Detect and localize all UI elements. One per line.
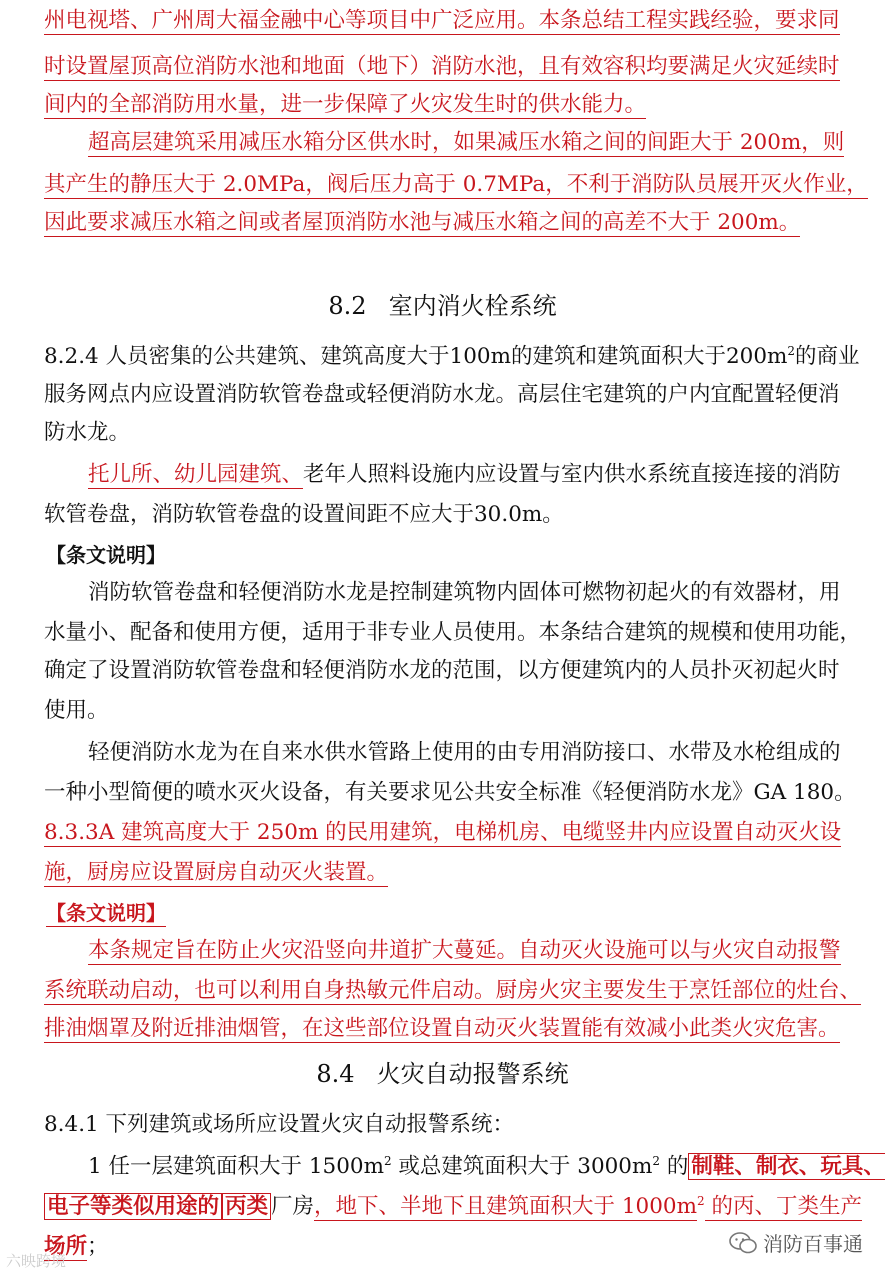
para-line: 超高层建筑采用减压水箱分区供水时，如果减压水箱之间的间距大于 200m，则 bbox=[88, 130, 845, 155]
clause-line: 服务网点内应设置消防软管卷盘或轻便消防水龙。高层住宅建筑的户内宜配置轻便消 bbox=[44, 382, 840, 407]
section-title: 火灾自动报警系统 bbox=[376, 1060, 569, 1088]
explanation-line: 水量小、配备和使用方便，适用于非专业人员使用。本条结合建筑的规模和使用功能， bbox=[44, 620, 862, 645]
watermark-logo bbox=[729, 1228, 863, 1257]
clause-line: 场所； bbox=[44, 1234, 109, 1259]
clause-line: 防水龙。 bbox=[44, 420, 131, 445]
clause-line: 软管卷盘，消防软管卷盘的设置间距不应大于30.0m。 bbox=[44, 502, 564, 527]
watermark-corner bbox=[6, 1250, 66, 1271]
clause-line: 8.4.1 下列建筑或场所应设置火灾自动报警系统： bbox=[44, 1112, 515, 1137]
para-line: 因此要求减压水箱之间或者屋顶消防水池与减压水箱之间的高差不大于 200m。 bbox=[44, 210, 801, 235]
explanation-line: 轻便消防水龙为在自来水供水管路上使用的由专用消防接口、水带及水枪组成的 bbox=[88, 740, 841, 765]
wechat-icon bbox=[729, 1232, 757, 1254]
clause-line: 电子等类似用途的 丙类 厂房，地下、半地下且建筑面积大于 $1000m^2$ 的丙、丁类生产 bbox=[44, 1192, 844, 1222]
explanation-line: 排油烟罩及附近排油烟管，在这些部位设置自动灭火装置能有效减小此类火灾危害。 bbox=[44, 1016, 840, 1041]
explanation-label: 【条文说明】 bbox=[46, 901, 166, 925]
explanation-label: 【条文说明】 bbox=[46, 543, 166, 567]
explanation-line: 本条规定旨在防止火灾沿竖向井道扩大蔓延。自动灭火设施可以与火灾自动报警 bbox=[88, 938, 841, 963]
explanation-line: 系统联动启动，也可以利用自身热敏元件启动。厨房火灾主要发生于烹饪部位的灶台、 bbox=[44, 978, 862, 1003]
explanation-line: 使用。 bbox=[44, 698, 109, 723]
clause-line: 托儿所、幼儿园建筑、老年人照料设施内应设置与室内供水系统直接连接的消防 bbox=[88, 462, 841, 487]
explanation-line: 确定了设置消防软管卷盘和轻便消防水龙的范围，以方便建筑内的人员扑灭初起火时 bbox=[44, 658, 840, 683]
section-number: 8.4 bbox=[316, 1060, 355, 1088]
para-line: 间内的全部消防用水量，进一步保障了火灾发生时的供水能力。 bbox=[44, 92, 647, 117]
section-heading bbox=[0, 290, 885, 322]
clause-line: 施，厨房应设置厨房自动灭火装置。 bbox=[44, 860, 389, 885]
explanation-line: 一种小型简便的喷水灭火设备，有关要求见公共安全标准《轻便消防水龙》GA 180。 bbox=[44, 780, 856, 805]
para-line: 其产生的静压大于 2.0MPa，阀后压力高于 0.7MPa，不利于消防队员展开灭火作业， bbox=[44, 172, 868, 197]
section-heading bbox=[0, 1058, 885, 1090]
clause-line: 8.2.4 人员密集的公共建筑、建筑高度大于100m的建筑和建筑面积大于$200m^2$的商业 bbox=[44, 343, 860, 369]
para-line: 州电视塔、广州周大福金融中心等项目中广泛应用。本条总结工程实践经验，要求同 bbox=[44, 8, 840, 33]
para-line: 时设置屋顶高位消防水池和地面（地下）消防水池，且有效容积均要满足火灾延续时 bbox=[44, 54, 840, 79]
section-title: 室内消火栓系统 bbox=[388, 292, 557, 320]
explanation-line: 消防软管卷盘和轻便消防水龙是控制建筑物内固体可燃物初起火的有效器材，用 bbox=[88, 580, 841, 605]
watermark-text: 消防百事通 bbox=[763, 1232, 863, 1256]
clause-line: 8.3.3A 建筑高度大于 250m 的民用建筑，电梯机房、电缆竖井内应设置自动灭火设 bbox=[44, 820, 842, 845]
section-number: 8.2 bbox=[328, 292, 367, 320]
clause-line: 1 任一层建筑面积大于 $1500m^2$ 或总建筑面积大于 $3000m^2$ 的 制鞋、制衣、玩具、 bbox=[88, 1152, 848, 1182]
watermark-corner-text: 六映跨境 bbox=[6, 1252, 67, 1270]
